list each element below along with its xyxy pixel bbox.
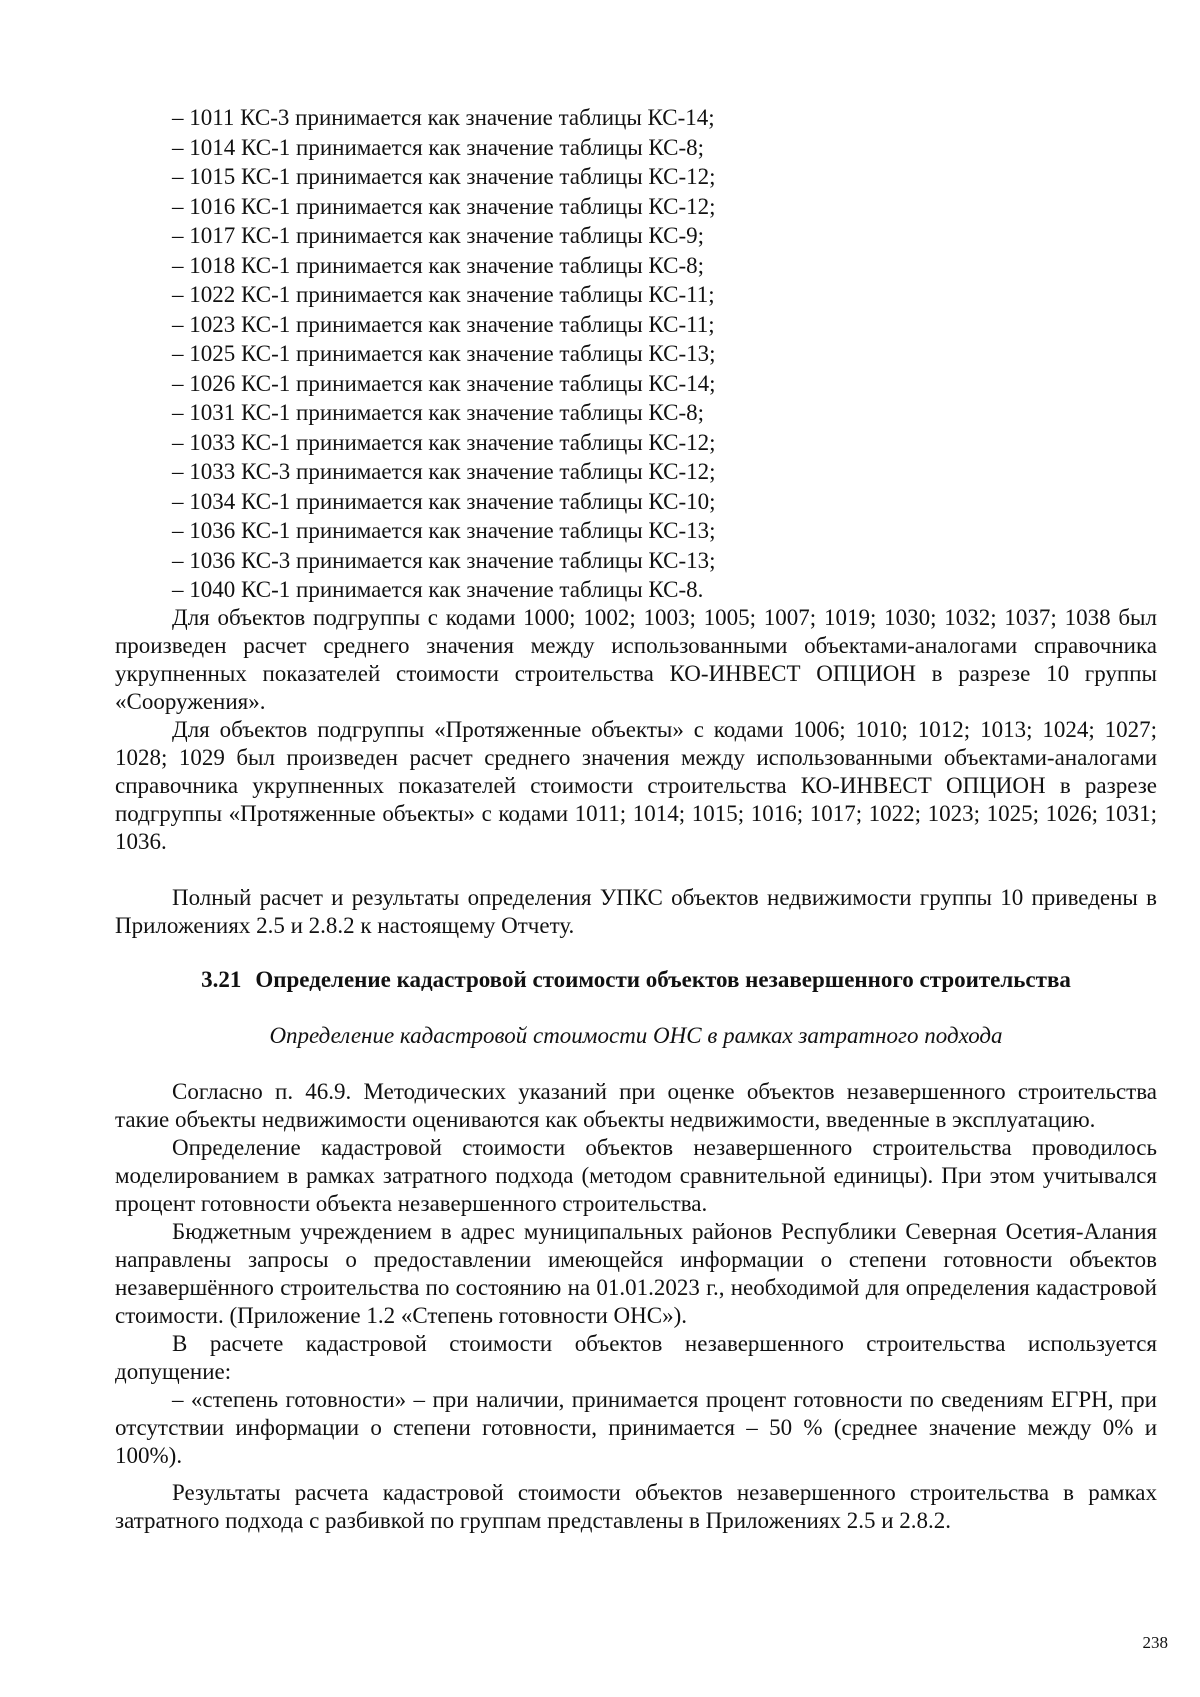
list-item: – 1026 КС-1 принимается как значение таблицы КС-14; bbox=[172, 370, 716, 396]
paragraph-method-guidelines: Согласно п. 46.9. Методических указаний при оценке объектов незавершенного строительства такие объекты недвижимости оцениваются как объекты недвижимости, введенные в эксплуатацию. bbox=[115, 1079, 1157, 1132]
paragraph-assumption: В расчете кадастровой стоимости объектов незавершенного строительства используется допущение: bbox=[115, 1331, 1157, 1384]
list-item: – 1040 КС-1 принимается как значение таблицы КС-8. bbox=[172, 577, 704, 602]
section-heading bbox=[115, 966, 1157, 994]
list-item: – 1015 КС-1 принимается как значение таблицы КС-12; bbox=[172, 164, 716, 189]
paragraph-modeling: Определение кадастровой стоимости объектов незавершенного строительства проводилось моделированием в рамках затратного подхода (методом сравнительной единицы). При этом учитывался процент готовности объекта незавершенного строительства. bbox=[115, 1135, 1157, 1216]
list-item: – 1016 КС-1 принимается как значение таблицы КС-12; bbox=[172, 193, 716, 219]
paragraph-readiness-degree: – «степень готовности» – при наличии, принимается процент готовности по сведениям ЕГРН, при отсутствии информации о степени готовности, принимается – 50 % (среднее значение между 0% и 100%). bbox=[115, 1387, 1157, 1468]
list-item: – 1033 КС-3 принимается как значение таблицы КС-12; bbox=[172, 459, 716, 484]
list-item: – 1011 КС-3 принимается как значение таблицы КС-14; bbox=[172, 105, 715, 130]
list-item: – 1023 КС-1 принимается как значение таблицы КС-11; bbox=[172, 311, 715, 337]
paragraph-requests: Бюджетным учреждением в адрес муниципальных районов Республики Северная Осетия-Алания направлены запросы о предоставлении имеющейся информации о степени готовности объектов незавершённого строительства по состоянию на 01.01.2023 г., необходимой для определения кадастровой стоимости. (Приложение 1.2 «Степень готовности ОНС»). bbox=[115, 1219, 1157, 1328]
paragraph-summary: Полный расчет и результаты определения УПКС объектов недвижимости группы 10 приведены в Приложениях 2.5 и 2.8.2 к настоящему Отчету. bbox=[115, 885, 1157, 938]
list-item: – 1014 КС-1 принимается как значение таблицы КС-8; bbox=[172, 134, 705, 160]
list-item: – 1018 КС-1 принимается как значение таблицы КС-8; bbox=[172, 252, 705, 278]
page-number: 238 bbox=[1142, 1633, 1168, 1652]
final-block bbox=[115, 1479, 1157, 1535]
paragraph-subgroup-extended: Для объектов подгруппы «Протяженные объекты» с кодами 1006; 1010; 1012; 1013; 1024; 1027; 1028; 1029 был произведен расчет среднего значения между использованными объектами-аналогами справочника укрупненных показателей стоимости строительства КО-ИНВЕСТ ОПЦИОН в разрезе подгруппы «Протяженные объекты» с кодами 1011; 1014; 1015; 1016; 1017; 1022; 1023; 1025; 1026; 1031; 1036. bbox=[115, 717, 1157, 854]
list-item: – 1022 КС-1 принимается как значение таблицы КС-11; bbox=[172, 282, 715, 307]
section-subtitle: Определение кадастровой стоимости ОНС в рамках затратного подхода bbox=[269, 1023, 1003, 1048]
list-item: – 1025 КС-1 принимается как значение таблицы КС-13; bbox=[172, 341, 716, 366]
summary-block bbox=[115, 884, 1157, 940]
list-item: – 1036 КС-3 принимается как значение таблицы КС-13; bbox=[172, 547, 716, 573]
list-item: – 1017 КС-1 принимается как значение таблицы КС-9; bbox=[172, 223, 705, 248]
paragraph-subgroup-structures: Для объектов подгруппы с кодами 1000; 1002; 1003; 1005; 1007; 1019; 1030; 1032; 1037; 1038 был произведен расчет среднего значения между использованными объектами-аналогами справочника укрупненных показателей стоимости строительства КО-ИНВЕСТ ОПЦИОН в разрезе 10 группы «Сооружения». bbox=[115, 605, 1157, 714]
list-item: – 1031 КС-1 принимается как значение таблицы КС-8; bbox=[172, 400, 705, 425]
paragraph-results: Результаты расчета кадастровой стоимости объектов незавершенного строительства в рамках затратного подхода с разбивкой по группам представлены в Приложениях 2.5 и 2.8.2. bbox=[115, 1480, 1157, 1533]
section-paragraphs bbox=[115, 1078, 1157, 1470]
top-paragraphs bbox=[115, 604, 1157, 856]
list-item: – 1034 КС-1 принимается как значение таблицы КС-10; bbox=[172, 488, 716, 514]
list-item: – 1033 КС-1 принимается как значение таблицы КС-12; bbox=[172, 429, 716, 455]
list-item: – 1036 КС-1 принимается как значение таблицы КС-13; bbox=[172, 518, 716, 543]
code-table-list bbox=[172, 103, 1072, 605]
section-number: 3.21 bbox=[201, 967, 242, 992]
section-title: Определение кадастровой стоимости объектов незавершенного строительства bbox=[255, 967, 1071, 992]
